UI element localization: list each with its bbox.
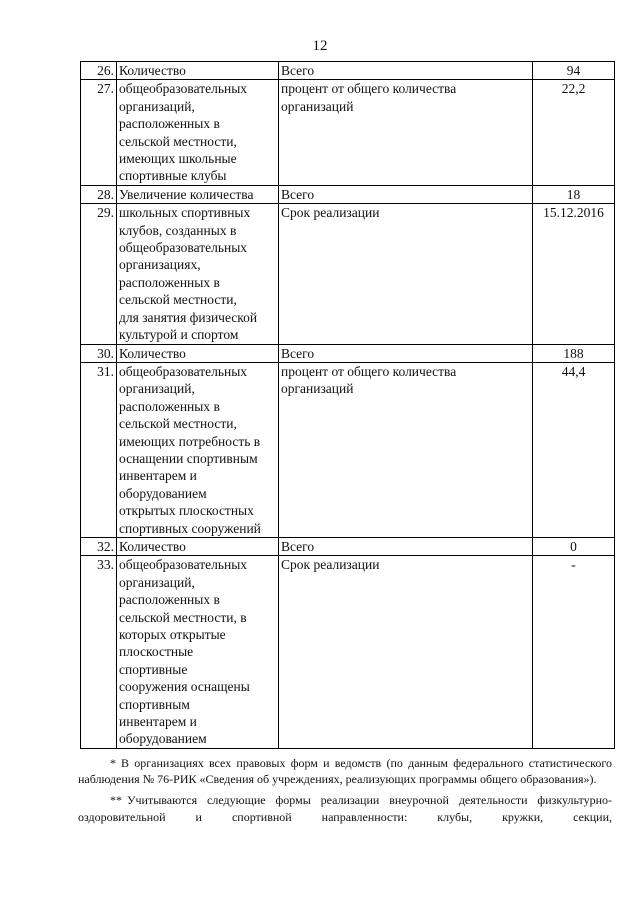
unit-cell: процент от общего количества организаций [279,80,533,185]
value-cell: 44,4 [533,362,615,537]
unit-cell: Всего [279,62,533,80]
table-row [81,62,615,80]
table-row [81,537,615,555]
table-row [81,204,615,344]
row-number-cell: 33. [81,556,117,748]
footnote-1 [78,755,612,787]
unit-cell: Всего [279,185,533,203]
footnotes [78,755,612,830]
page-number: 12 [312,38,328,54]
indicator-name-cell: общеобразовательных организаций, расположенных в сельской местности, имеющих школьные спортивные клубы [117,80,279,185]
row-number-cell: 30. [81,344,117,362]
row-number-cell: 27. [81,80,117,185]
table-row [81,344,615,362]
value-cell: 94 [533,62,615,80]
value-cell: 188 [533,344,615,362]
row-number-cell: 26. [81,62,117,80]
value-cell: 15.12.2016 [533,204,615,344]
indicator-name-cell: Количество [117,62,279,80]
indicator-name-cell: общеобразовательных организаций, расположенных в сельской местности, имеющих потребность в оснащении спортивным инвентарем и оборудованием открытых плоскостных спортивных сооружений [117,362,279,537]
footnote-mark: ** [110,793,122,808]
unit-cell: Срок реализации [279,556,533,748]
indicator-name-cell: Количество [117,344,279,362]
table-row [81,362,615,537]
row-number-cell: 31. [81,362,117,537]
table-row [81,185,615,203]
value-cell: - [533,556,615,748]
unit-cell: Всего [279,344,533,362]
indicators-table [80,61,615,749]
unit-cell: Всего [279,537,533,555]
unit-cell: процент от общего количества организаций [279,362,533,537]
footnote-text: В организациях всех правовых форм и ведомств (по данным федерального статистического наблюдения № 76-РИК «Сведения об учреждениях, реализующих программы общего образования»). [78,756,612,787]
value-cell: 0 [533,537,615,555]
footnote-2 [78,792,612,824]
row-number-cell: 32. [81,537,117,555]
unit-cell: Срок реализации [279,204,533,344]
row-number-cell: 28. [81,185,117,203]
indicator-name-cell: общеобразовательных организаций, расположенных в сельской местности, в которых открытые плоскостные спортивные сооружения оснащены спортивным инвентарем и оборудованием [117,556,279,748]
footnote-mark: * [110,756,116,770]
value-cell: 18 [533,185,615,203]
table-row [81,80,615,185]
value-cell: 22,2 [533,80,615,185]
footnote-text: Учитываются следующие формы реализации внеурочной деятельности физкультурно-оздоровительной и спортивной направленности: клубы, кружки, секции, [78,793,612,824]
indicator-name-cell: школьных спортивных клубов, созданных в общеобразовательных организациях, расположенных в сельской местности, для занятия физической культурой и спортом [117,204,279,344]
row-number-cell: 29. [81,204,117,344]
indicator-name-cell: Количество [117,537,279,555]
indicator-name-cell: Увеличение количества [117,185,279,203]
table-row [81,556,615,748]
